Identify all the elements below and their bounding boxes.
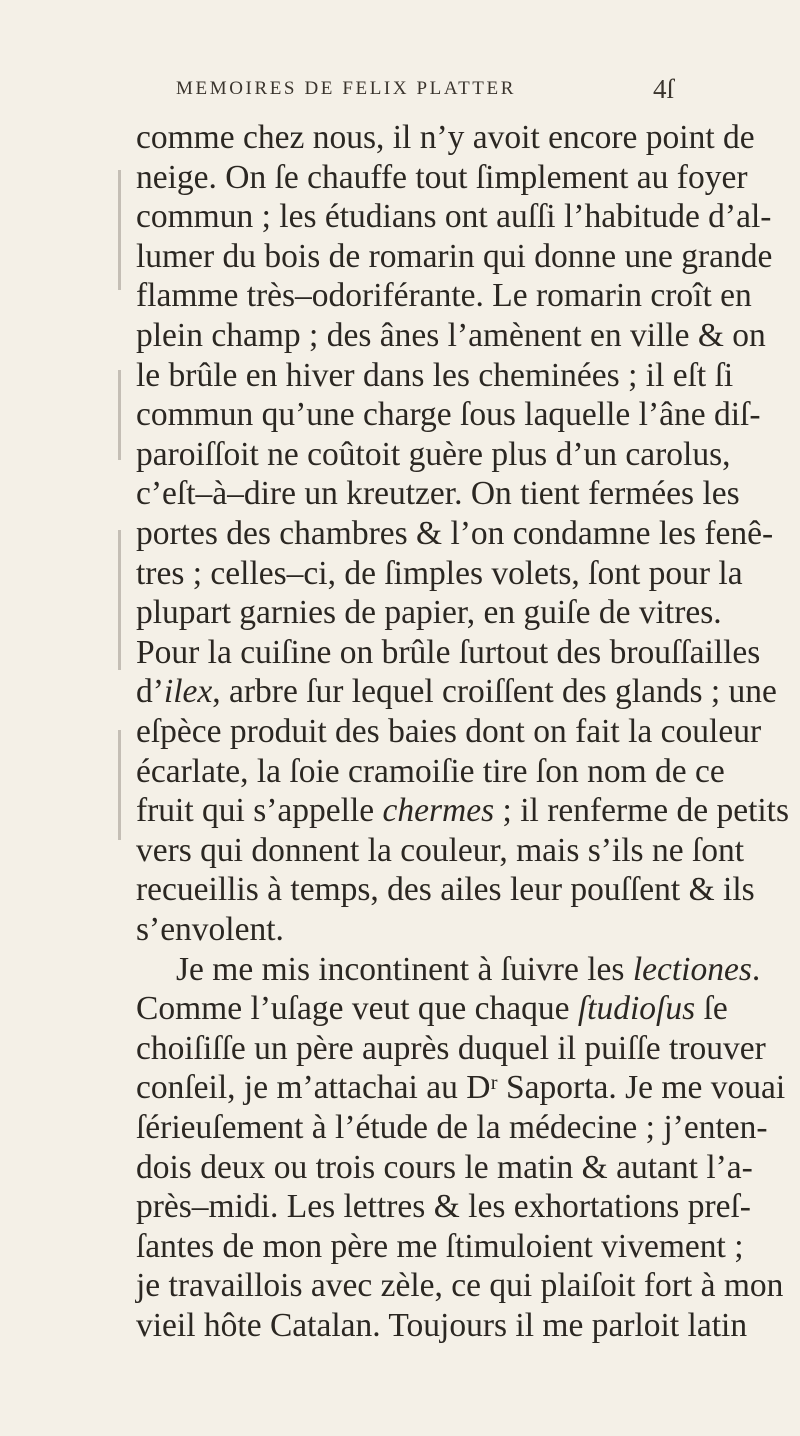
text-line: le brûle en hiver dans les cheminées ; il eſt ſi (136, 357, 734, 394)
text-line: écarlate, la ſoie cramoiſie tire ſon nom de ce (136, 753, 725, 790)
text-line: Je me mis incontinent à ſuivre les lectiones. (176, 951, 761, 988)
text-line: eſpèce produit des baies dont on fait la couleur (136, 713, 762, 750)
italic-term: lectiones (632, 951, 752, 988)
text-line: commun qu’une charge ſous laquelle l’âne diſ- (136, 396, 761, 433)
text-line: ſérieuſement à l’étude de la médecine ; j’enten- (136, 1109, 768, 1146)
text-line: neige. On ſe chauffe tout ſimplement au foyer (136, 159, 748, 196)
text-line: plupart garnies de papier, en guiſe de vitres. (136, 594, 722, 631)
text-line: d’ilex, arbre ſur lequel croiſſent des glands ; une (136, 673, 777, 710)
italic-term: ſtudioſus (577, 990, 696, 1027)
text-line: portes des chambres & l’on condamne les fenê- (136, 515, 774, 552)
text-line: flamme très–odoriférante. Le romarin croît en (136, 277, 752, 314)
text-line: Pour la cuiſine on brûle ſurtout des brouſſailles (136, 634, 761, 671)
text-line: c’eſt–à–dire un kreutzer. On tient fermées les (136, 475, 740, 512)
text-line: recueillis à temps, des ailes leur pouſſent & ils (136, 871, 755, 908)
text-line: conſeil, je m’attachai au Dʳ Saporta. Je me vouai (136, 1069, 786, 1106)
text-line: dois deux ou trois cours le matin & autant l’a- (136, 1149, 753, 1186)
text-line: lumer du bois de romarin qui donne une grande (136, 238, 773, 275)
text-line: commun ; les étudians ont auſſi l’habitude d’al- (136, 198, 772, 235)
text-line: vieil hôte Catalan. Toujours il me parloit latin (136, 1307, 748, 1344)
text-line: comme chez nous, il n’y avoit encore point de (136, 119, 755, 156)
text-line: Comme l’uſage veut que chaque ſtudioſus ſe (136, 990, 728, 1027)
binding-shadow (118, 170, 132, 850)
running-head: MEMOIRES DE FELIX PLATTER (176, 78, 516, 99)
text-line: tres ; celles–ci, de ſimples volets, ſont pour la (136, 555, 743, 592)
text-line: vers qui donnent la couleur, mais s’ils ne ſont (136, 832, 745, 869)
text-line: près–midi. Les lettres & les exhortations preſ- (136, 1188, 751, 1225)
text-line: ſantes de mon père me ſtimuloient vivement ; (136, 1228, 744, 1265)
italic-term: chermes (382, 792, 495, 829)
italic-term: ilex (163, 673, 213, 710)
text-line: choiſiſſe un père auprès duquel il puiſſe trouver (136, 1030, 766, 1067)
text-line: je travaillois avec zèle, ce qui plaiſoit fort à mon (136, 1267, 784, 1304)
text-line: paroiſſoit ne coûtoit guère plus d’un carolus, (136, 436, 731, 473)
text-line: s’envolent. (136, 911, 284, 948)
page-number: 4ſ (652, 74, 674, 104)
text-line: fruit qui s’appelle chermes ; il renferme de petits (136, 792, 790, 829)
text-line: plein champ ; des ânes l’amènent en ville & on (136, 317, 766, 354)
page-header (176, 74, 674, 104)
